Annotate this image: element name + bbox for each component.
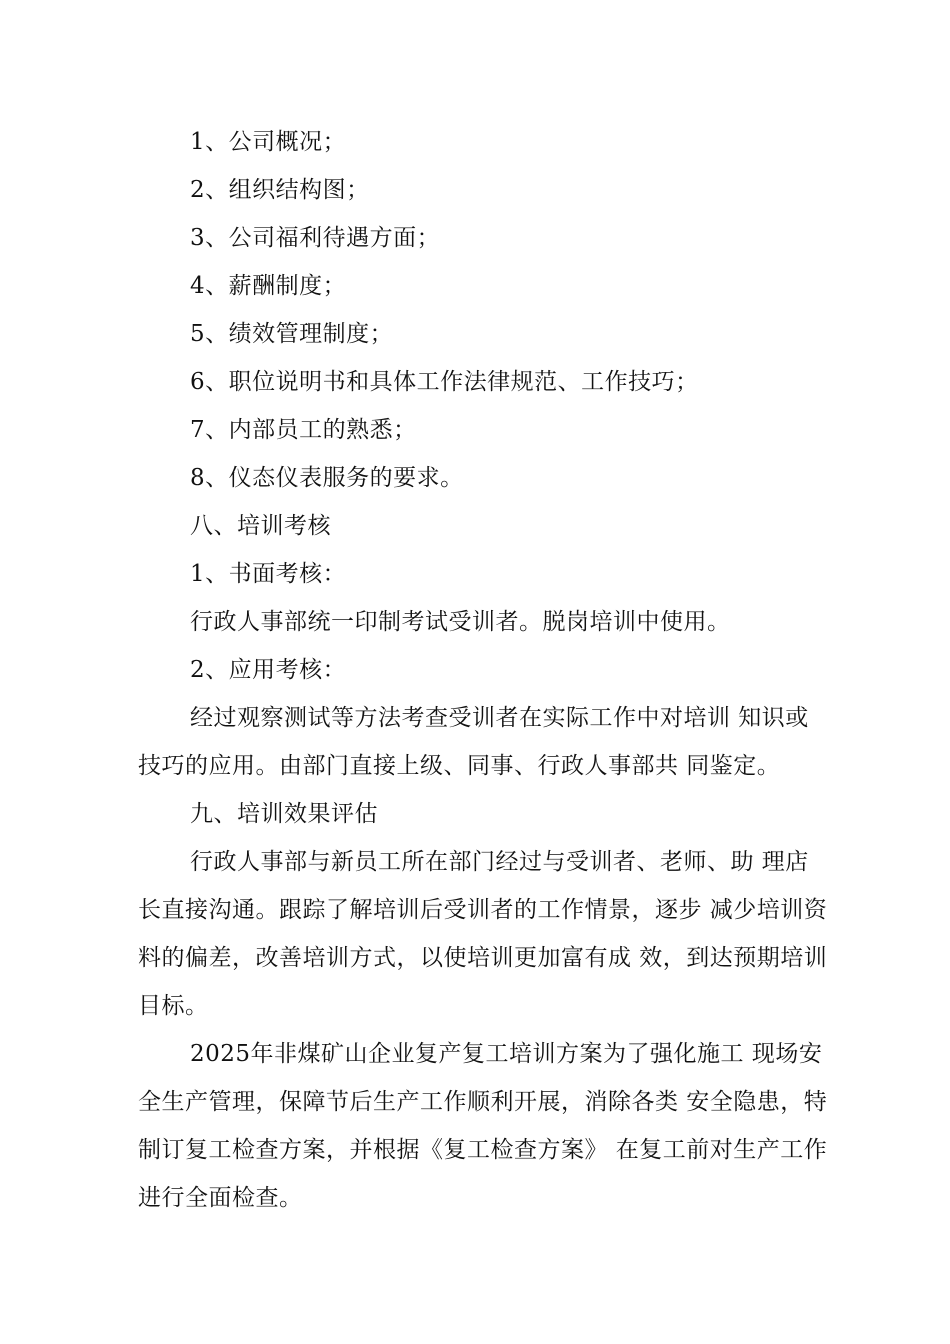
paragraph-plan-line-1: 2025年非煤矿山企业复产复工培训方案为了强化施工 现场安 <box>190 1041 823 1067</box>
list-item-company-overview: 1、公司概况； <box>190 129 347 155</box>
paragraph-evaluation-line-4: 目标。 <box>138 993 209 1019</box>
list-item-staff-familiarity: 7、内部员工的熟悉； <box>190 417 417 443</box>
paragraph-plan-line-3: 制订复工检查方案，并根据《复工检查方案》 在复工前对生产工作 <box>138 1137 828 1163</box>
paragraph-written-assessment: 行政人事部统一印制考试受训者。脱岗培训中使用。 <box>190 609 731 635</box>
list-item-performance: 5、绩效管理制度； <box>190 321 394 347</box>
paragraph-applied-line-2: 技巧的应用。由部门直接上级、同事、行政人事部共 同鉴定。 <box>138 753 781 779</box>
subheading-applied-assessment: 2、应用考核： <box>190 657 347 683</box>
paragraph-evaluation-line-1: 行政人事部与新员工所在部门经过与受训者、老师、助 理店 <box>190 849 809 875</box>
paragraph-evaluation-line-2: 长直接沟通。跟踪了解培训后受训者的工作情景，逐步 减少培训资 <box>138 897 828 923</box>
paragraph-plan-line-4: 进行全面检查。 <box>138 1185 303 1211</box>
document-body <box>138 118 832 1222</box>
list-item-job-description: 6、职位说明书和具体工作法律规范、工作技巧； <box>190 369 699 395</box>
paragraph-evaluation-line-3: 料的偏差，改善培训方式，以使培训更加富有成 效，到达预期培训 <box>138 945 828 971</box>
section-heading-evaluation: 九、培训效果评估 <box>190 801 378 827</box>
section-heading-assessment: 八、培训考核 <box>190 513 331 539</box>
list-item-appearance: 8、仪态仪表服务的要求。 <box>190 465 464 491</box>
list-item-salary: 4、薪酬制度； <box>190 273 347 299</box>
list-item-org-chart: 2、组织结构图； <box>190 177 370 203</box>
paragraph-plan-line-2: 全生产管理，保障节后生产工作顺利开展，消除各类 安全隐患，特 <box>138 1089 828 1115</box>
paragraph-applied-line-1: 经过观察测试等方法考查受训者在实际工作中对培训 知识或 <box>190 705 809 731</box>
list-item-benefits: 3、公司福利待遇方面； <box>190 225 441 251</box>
subheading-written-assessment: 1、书面考核： <box>190 561 347 587</box>
